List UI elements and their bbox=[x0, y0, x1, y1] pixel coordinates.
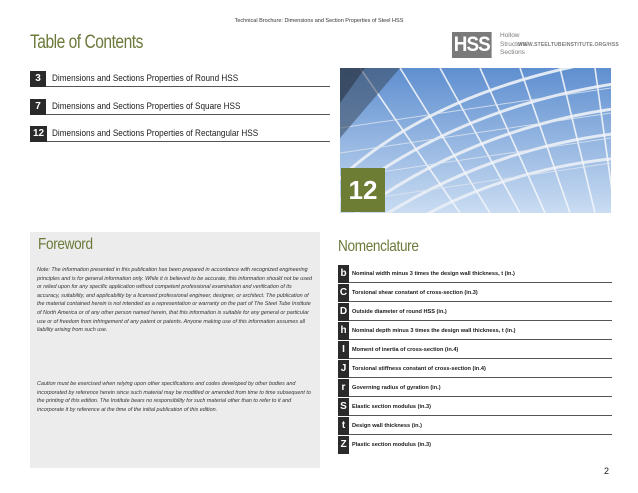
nomenclature-symbol: I bbox=[338, 341, 349, 359]
nomenclature-row bbox=[338, 417, 612, 435]
nomenclature-symbol: J bbox=[338, 360, 349, 378]
nomenclature-title: Nomenclature bbox=[338, 238, 419, 255]
nomenclature-description: Moment of inertia of cross-section (in.4) bbox=[352, 347, 459, 353]
nomenclature-description: Torsional stiffness constant of cross-section (in.4) bbox=[352, 366, 486, 372]
toc-item-number: 12 bbox=[30, 126, 47, 142]
hss-logo bbox=[452, 32, 619, 58]
logo-line-3: Sections bbox=[500, 49, 525, 56]
nomenclature-symbol: b bbox=[338, 265, 349, 283]
nomenclature-row bbox=[338, 322, 612, 340]
logo-line-1: Hollow bbox=[500, 32, 520, 39]
nomenclature-symbol: D bbox=[338, 303, 349, 321]
toc-item-label[interactable]: Dimensions and Sections Properties of Square HSS bbox=[52, 101, 241, 112]
nomenclature-symbol: Z bbox=[338, 436, 349, 454]
foreword-paragraph: Note: The information presented in this publication has been prepared in accordance with recognized engineering principles and is for general information only. While it is believed to be accurate, this information should not be used or relied upon for any specific application without competent professional examination and verification of its accuracy, suitability, and applicability by a licensed professional engineer, designer, or architect. The publication of the material contained herein is not intended as a representation or warranty on the part of The Steel Tube Institute of North America or of any other person named herein, that this information is suitable for any general or particular use or of freedom from infringement of any patent or patents. Anyone making use of this information assumes all liability arising from such use. bbox=[37, 267, 312, 334]
toc-title: Table of Contents bbox=[30, 32, 143, 53]
nomenclature-symbol: h bbox=[338, 322, 349, 340]
running-header: Technical Brochure: Dimensions and Section Properties of Steel HSS bbox=[234, 18, 404, 24]
nomenclature-row bbox=[338, 398, 612, 416]
foreword-paragraph: Caution must be exercised when relying upon other specifications and codes developed by other bodies and incorporated by reference herein since such material may be modified or amended from time to time subsequent to the printing of this edition. The Institute bears no responsibility for such material other than to refer to it and incorporate it by reference at the time of the initial publication of this edition. bbox=[37, 381, 311, 413]
hss-logo-mark: HSS bbox=[453, 33, 490, 56]
nomenclature-row bbox=[338, 265, 612, 283]
toc-item-number: 3 bbox=[30, 71, 46, 87]
nomenclature-description: Nominal depth minus 3 times the design wall thickness, t (in.) bbox=[352, 328, 516, 334]
nomenclature-symbol: C bbox=[338, 284, 349, 302]
section-badge: 12 bbox=[341, 168, 385, 212]
page-number: 2 bbox=[604, 466, 610, 476]
nomenclature-row bbox=[338, 379, 612, 397]
nomenclature-row bbox=[338, 341, 612, 359]
nomenclature-description: Plastic section modulus (in.3) bbox=[352, 442, 431, 448]
nomenclature-description: Design wall thickness (in.) bbox=[352, 423, 422, 429]
nomenclature-description: Outside diameter of round HSS (in.) bbox=[352, 309, 447, 315]
nomenclature-row bbox=[338, 436, 612, 454]
logo-url: WWW.STEELTUBEINSTITUTE.ORG/HSS bbox=[518, 42, 619, 48]
nomenclature-symbol: r bbox=[338, 379, 349, 397]
toc-item-label[interactable]: Dimensions and Sections Properties of Round HSS bbox=[52, 73, 239, 84]
toc-item-label[interactable]: Dimensions and Sections Properties of Rectangular HSS bbox=[52, 128, 259, 139]
nomenclature-description: Governing radius of gyration (in.) bbox=[352, 385, 441, 391]
nomenclature-description: Elastic section modulus (in.3) bbox=[352, 404, 431, 410]
toc-item-number: 7 bbox=[30, 99, 46, 115]
nomenclature-row bbox=[338, 303, 612, 321]
toc-item[interactable] bbox=[30, 126, 330, 142]
nomenclature-description: Nominal width minus 3 times the design wall thickness, t (in.) bbox=[352, 271, 515, 277]
nomenclature-row bbox=[338, 284, 612, 302]
foreword-title: Foreword bbox=[38, 236, 93, 253]
toc-item[interactable] bbox=[30, 99, 330, 115]
nomenclature-symbol: S bbox=[338, 398, 349, 416]
nomenclature-description: Torsional shear constant of cross-section (in.3) bbox=[352, 290, 478, 296]
nomenclature-row bbox=[338, 360, 612, 378]
toc-item[interactable] bbox=[30, 71, 330, 87]
nomenclature-symbol: t bbox=[338, 417, 349, 435]
logo-line-2: Structural bbox=[500, 40, 528, 48]
